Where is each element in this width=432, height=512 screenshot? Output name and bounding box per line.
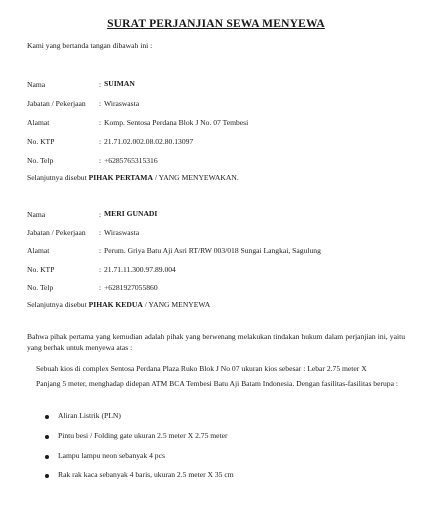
party-one-name: SUIMAN [104,79,135,88]
role-pihak-kedua: PIHAK KEDUA [88,300,143,309]
facility-text: Aliran Listrik (PLN) [58,411,121,420]
party-two-address: Perum. Griya Batu Aji Asri RT/RW 003/018 Sungai Langkai, Sagulung [104,246,321,255]
party-two-ktp: 21.71.11.300.97.89.004 [104,265,176,274]
party-one-phone-label: No. Telp [27,156,54,165]
party-one-address-label: Alamat [27,118,50,127]
colon: : [99,210,102,219]
bullet-icon [45,435,49,439]
party-one-address: Komp. Sentosa Perdana Blok J No. 07 Tembesi [104,118,249,127]
party-two-address-label: Alamat [27,246,50,255]
document-title: SURAT PERJANJIAN SEWA MENYEWA [107,18,325,30]
party-one-job-label: Jabatan / Pekerjaan [27,99,86,108]
paragraph-authority: Bahwa pihak pertama yang kemudian adalah pihak yang berwenang melakukan tindakan hukum dalam perjanjian ini, yaitu yang berhak untuk menyewa atas : [27,332,405,353]
colon: : [99,156,102,165]
role-suffix: / YANG MENYEWA [142,300,211,309]
facility-text: Rak rak kaca sebanyak 4 baris, ukuran 2.5 meter X 35 cm [58,470,234,479]
colon: : [99,283,102,292]
bullet-icon [45,474,49,478]
colon: : [99,99,102,108]
role-prefix: Selanjutnya disebut [27,173,89,182]
bullet-icon [45,415,49,419]
party-two-job: Wiraswasta [104,228,140,237]
party-two-name-label: Nama [27,210,46,219]
party-one-role [27,174,239,182]
colon: : [99,118,102,127]
intro-text: Kami yang bertanda tangan dibawah ini : [27,41,153,50]
party-one-phone: +6285765315316 [104,156,158,165]
party-one-ktp: 21.71.02.002.08.02.80.13097 [104,137,194,146]
paragraph-kios-line1: Sebuah kios di complex Sentosa Perdana Plaza Ruko Blok J No 07 ukuran kios sebesar : Lebar 2.75 meter X [36,364,367,373]
party-two-ktp-label: No. KTP [27,265,55,274]
party-one-name-label: Nama [27,80,46,89]
party-two-job-label: Jabatan / Pekerjaan [27,228,86,237]
bullet-icon [45,455,49,459]
party-two-name: MERI GUNADI [104,209,158,218]
party-one-ktp-label: No. KTP [27,137,55,146]
colon: : [99,246,102,255]
facility-text: Lampu lampu neon sebanyak 4 pcs [58,451,165,460]
colon: : [99,80,102,89]
role-prefix: Selanjutnya disebut [27,300,89,309]
paragraph-kios-rest: Panjang 5 meter, menghadap didepan ATM BCA Tembesi Batu Aji Batam Indonesia. Dengan fasilitas-fasilitas berupa : [36,379,398,388]
role-suffix: / YANG MENYEWAKAN. [152,173,239,182]
colon: : [99,228,102,237]
party-two-role [27,301,210,309]
party-two-phone: +6281927055860 [104,283,158,292]
role-pihak-pertama: PIHAK PERTAMA [88,173,153,182]
colon: : [99,265,102,274]
facility-text: Pintu besi / Folding gate ukuran 2.5 meter X 2.75 meter [58,431,228,440]
party-one-job: Wiraswasta [104,99,140,108]
party-two-phone-label: No. Telp [27,283,54,292]
colon: : [99,137,102,146]
